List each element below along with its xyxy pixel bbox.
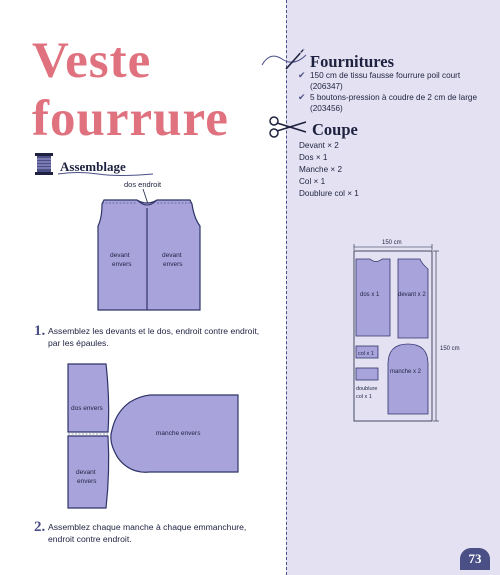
- assemblage-label: Assemblage: [60, 158, 126, 174]
- height-label: 150 cm: [440, 346, 460, 352]
- list-item: ✔ 5 boutons-pression à coudre de 2 cm de large (203456): [298, 92, 478, 113]
- dos-envers-label: dos envers: [71, 405, 103, 412]
- list-item: Dos × 1: [299, 152, 328, 162]
- list-item: Col × 1: [299, 176, 326, 186]
- step-2-text: Assemblez chaque manche à chaque emmanchure, endroit contre endroit.: [48, 522, 247, 544]
- list-item: Doublure col × 1: [299, 188, 359, 198]
- coupe-list: [299, 140, 359, 199]
- list-item: ✔ 150 cm de tissu fausse fourrure poil court (206347): [298, 70, 461, 91]
- page-number: 73: [460, 548, 490, 570]
- step-2: [34, 519, 264, 545]
- list-item: Devant × 2: [299, 141, 339, 150]
- check-icon: ✔: [298, 92, 306, 103]
- heading-thread-line: [58, 171, 158, 177]
- coupe-heading: [268, 116, 358, 143]
- manche-envers-label: manche envers: [156, 430, 201, 437]
- scissors-icon: [268, 116, 308, 143]
- list-item: Manche × 2: [299, 164, 343, 174]
- devant-envers-2-line1: devant: [76, 469, 96, 476]
- step-2-number: 2.: [34, 519, 46, 535]
- title-line-2: fourrure: [32, 91, 229, 147]
- page-divider: [286, 0, 287, 575]
- piece-doublure-line2: col x 1: [356, 394, 372, 400]
- devant-envers-2-line2: envers: [77, 478, 97, 485]
- width-label: 150 cm: [382, 240, 402, 246]
- diagram-vest: [90, 178, 215, 318]
- thread-spool-icon: [34, 152, 54, 181]
- piece-doublure-line1: doublure: [356, 386, 378, 392]
- devant-envers-left-2: envers: [112, 261, 132, 268]
- title-line-1: Veste: [32, 33, 152, 89]
- step-1: [34, 323, 264, 349]
- diagram-sleeve: [60, 362, 250, 514]
- devant-envers-right-2: envers: [163, 261, 183, 268]
- devant-envers-left-1: devant: [110, 252, 130, 259]
- cutting-layout-diagram: [340, 236, 490, 436]
- piece-col: col x 1: [358, 351, 374, 357]
- devant-envers-right-1: devant: [162, 252, 182, 259]
- fournitures-label: Fournitures: [310, 51, 395, 71]
- piece-devant: devant x 2: [398, 292, 426, 298]
- dos-endroit-label: dos endroit: [124, 180, 162, 189]
- coupe-label: Coupe: [312, 119, 358, 139]
- check-icon: ✔: [298, 70, 306, 80]
- piece-manche: manche x 2: [390, 369, 422, 375]
- piece-dos: dos x 1: [360, 292, 380, 298]
- fournitures-list: [298, 71, 494, 116]
- step-1-number: 1.: [34, 323, 46, 339]
- step-1-text: Assemblez les devants et le dos, endroit contre endroit, par les épaules.: [48, 326, 260, 348]
